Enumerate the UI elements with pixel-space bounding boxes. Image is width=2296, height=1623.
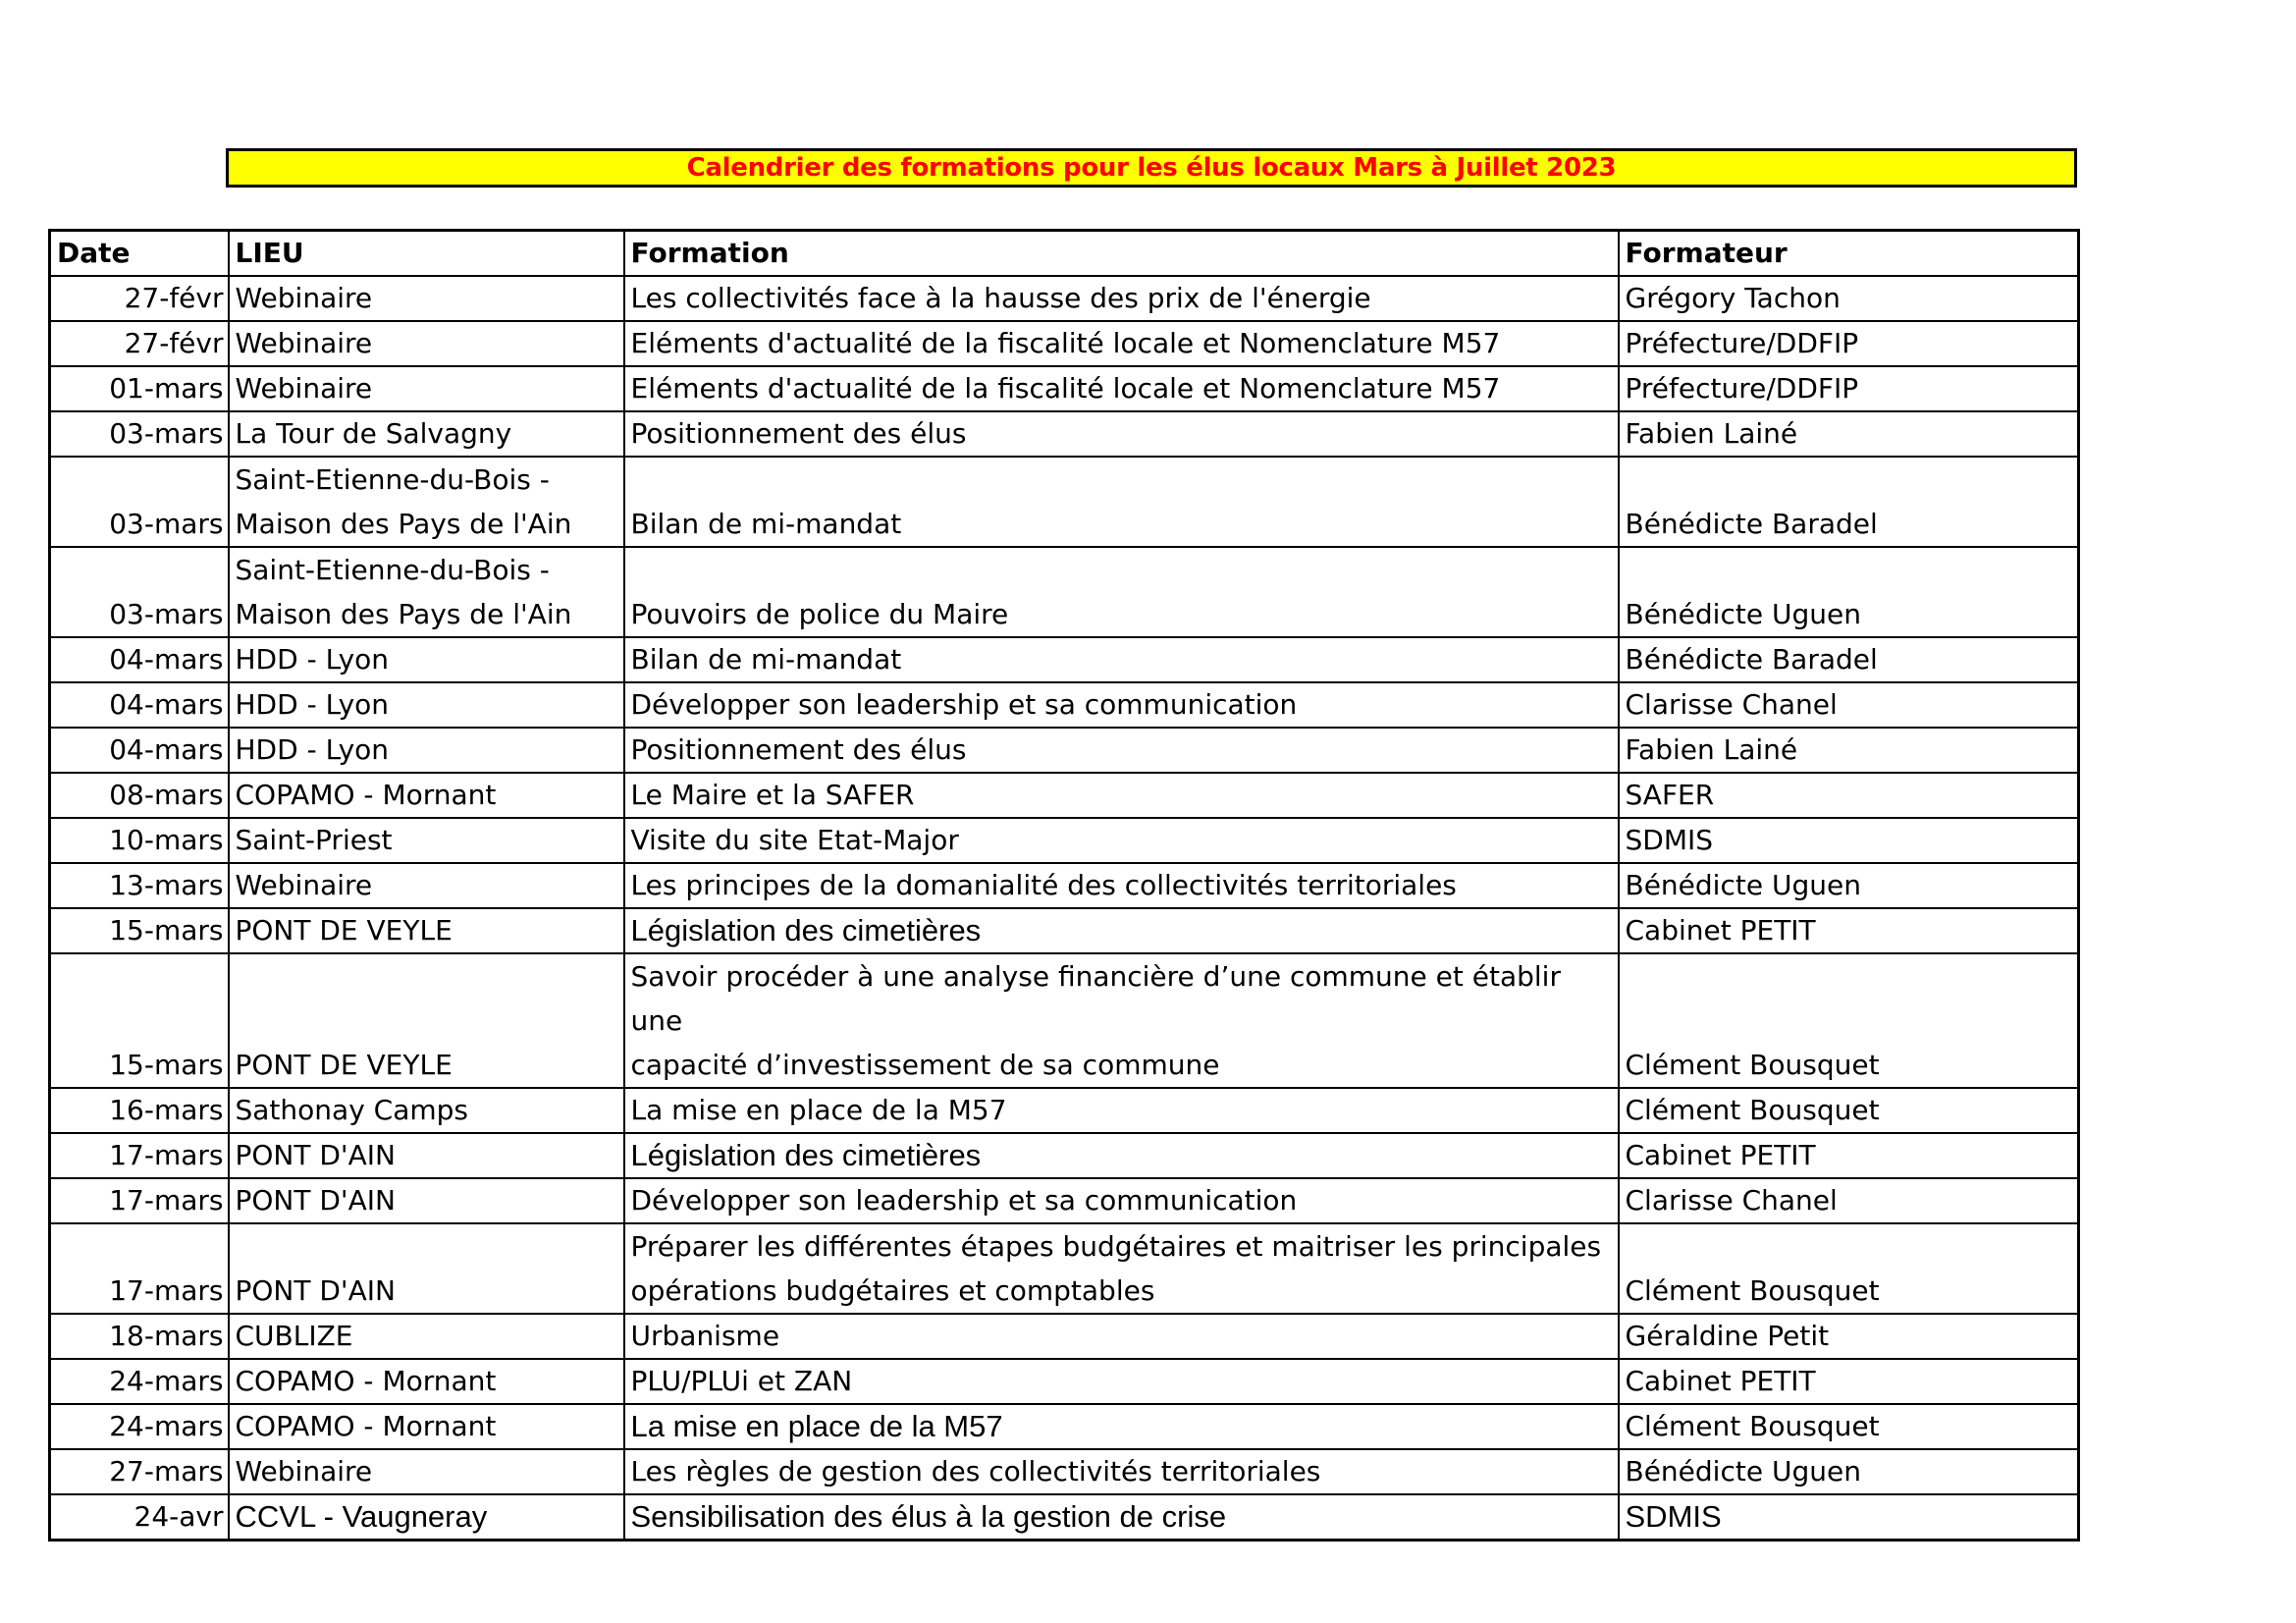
cell-date: 17-mars	[50, 1133, 229, 1178]
cell-formation: Le Maire et la SAFER	[624, 773, 1619, 818]
cell-formation: Bilan de mi-mandat	[624, 457, 1619, 547]
table-row	[50, 1223, 2079, 1314]
cell-formateur: Grégory Tachon	[1619, 276, 2079, 321]
cell-formation	[624, 953, 1619, 1088]
cell-formation: Pouvoirs de police du Maire	[624, 547, 1619, 637]
cell-formation	[624, 1223, 1619, 1314]
cell-date: 10-mars	[50, 818, 229, 863]
cell-lieu-line-1: Saint-Etienne-du-Bois -	[235, 554, 550, 586]
cell-lieu	[229, 457, 624, 547]
cell-lieu: HDD - Lyon	[229, 682, 624, 728]
table-row	[50, 411, 2079, 457]
cell-formateur: SDMIS	[1619, 1494, 2079, 1541]
table-row	[50, 1359, 2079, 1404]
cell-lieu-line-2: Maison des Pays de l'Ain	[235, 508, 572, 540]
cell-lieu: Webinaire	[229, 276, 624, 321]
cell-formateur: Clément Bousquet	[1619, 953, 2079, 1088]
cell-formateur: Clément Bousquet	[1619, 1088, 2079, 1133]
cell-lieu: HDD - Lyon	[229, 637, 624, 682]
cell-lieu: Sathonay Camps	[229, 1088, 624, 1133]
cell-date: 13-mars	[50, 863, 229, 908]
cell-lieu: CUBLIZE	[229, 1314, 624, 1359]
table-row	[50, 863, 2079, 908]
table-row	[50, 1314, 2079, 1359]
cell-lieu: HDD - Lyon	[229, 728, 624, 773]
cell-formateur: Clarisse Chanel	[1619, 682, 2079, 728]
cell-date: 27-févr	[50, 276, 229, 321]
header-formateur: Formateur	[1619, 231, 2079, 277]
cell-formateur: Fabien Lainé	[1619, 728, 2079, 773]
cell-date: 17-mars	[50, 1223, 229, 1314]
cell-lieu: Webinaire	[229, 863, 624, 908]
cell-date: 04-mars	[50, 682, 229, 728]
table-row	[50, 276, 2079, 321]
cell-formateur: Bénédicte Uguen	[1619, 1449, 2079, 1494]
cell-formateur: Cabinet PETIT	[1619, 1133, 2079, 1178]
cell-formation: La mise en place de la M57	[624, 1404, 1619, 1449]
cell-formateur: Clément Bousquet	[1619, 1404, 2079, 1449]
cell-formation: Visite du site Etat-Major	[624, 818, 1619, 863]
cell-formation: Eléments d'actualité de la fiscalité locale et Nomenclature M57	[624, 366, 1619, 411]
cell-date: 15-mars	[50, 953, 229, 1088]
table-row	[50, 637, 2079, 682]
cell-formation: Eléments d'actualité de la fiscalité locale et Nomenclature M57	[624, 321, 1619, 366]
table-row	[50, 457, 2079, 547]
cell-formation: Bilan de mi-mandat	[624, 637, 1619, 682]
header-date: Date	[50, 231, 229, 277]
cell-formateur: Bénédicte Baradel	[1619, 637, 2079, 682]
table-header-row	[50, 231, 2079, 277]
cell-date: 04-mars	[50, 728, 229, 773]
cell-formation-line-1: Préparer les différentes étapes budgétaires et maitriser les principales	[630, 1230, 1602, 1263]
cell-formation-line-2: capacité d’investissement de sa commune	[630, 1049, 1220, 1081]
cell-date: 27-mars	[50, 1449, 229, 1494]
table-row	[50, 818, 2079, 863]
cell-formation: Développer son leadership et sa communication	[624, 1178, 1619, 1223]
cell-lieu-line-1: Saint-Etienne-du-Bois -	[235, 463, 550, 496]
page-title: Calendrier des formations pour les élus locaux Mars à Juillet 2023	[686, 153, 1617, 183]
cell-formateur: Bénédicte Uguen	[1619, 547, 2079, 637]
cell-formateur: Préfecture/DDFIP	[1619, 366, 2079, 411]
table-row	[50, 908, 2079, 953]
cell-formateur: Cabinet PETIT	[1619, 1359, 2079, 1404]
table-row	[50, 1088, 2079, 1133]
header-formation: Formation	[624, 231, 1619, 277]
cell-lieu: La Tour de Salvagny	[229, 411, 624, 457]
cell-lieu: PONT DE VEYLE	[229, 908, 624, 953]
cell-formation: Législation des cimetières	[624, 908, 1619, 953]
cell-date: 24-mars	[50, 1359, 229, 1404]
cell-lieu: Webinaire	[229, 321, 624, 366]
cell-formation: La mise en place de la M57	[624, 1088, 1619, 1133]
table-row	[50, 1449, 2079, 1494]
cell-lieu: CCVL - Vaugneray	[229, 1494, 624, 1541]
cell-formateur: Bénédicte Uguen	[1619, 863, 2079, 908]
training-schedule-table	[48, 229, 2080, 1542]
table-row	[50, 682, 2079, 728]
cell-formateur: SAFER	[1619, 773, 2079, 818]
cell-formation-line-2: opérations budgétaires et comptables	[630, 1274, 1155, 1307]
cell-formation: Développer son leadership et sa communication	[624, 682, 1619, 728]
cell-formateur: Clarisse Chanel	[1619, 1178, 2079, 1223]
cell-date: 03-mars	[50, 547, 229, 637]
cell-date: 03-mars	[50, 457, 229, 547]
cell-formation-line-1: Savoir procéder à une analyse financière d’une commune et établir une	[630, 960, 1561, 1037]
cell-date: 15-mars	[50, 908, 229, 953]
table-row	[50, 1178, 2079, 1223]
cell-lieu: COPAMO - Mornant	[229, 1359, 624, 1404]
table-row	[50, 728, 2079, 773]
cell-lieu: Webinaire	[229, 1449, 624, 1494]
cell-date: 27-févr	[50, 321, 229, 366]
cell-lieu: PONT DE VEYLE	[229, 953, 624, 1088]
title-banner	[226, 148, 2077, 188]
cell-formation: Les collectivités face à la hausse des prix de l'énergie	[624, 276, 1619, 321]
table-row	[50, 1133, 2079, 1178]
cell-date: 04-mars	[50, 637, 229, 682]
cell-formation: Urbanisme	[624, 1314, 1619, 1359]
header-lieu: LIEU	[229, 231, 624, 277]
cell-date: 08-mars	[50, 773, 229, 818]
table-row	[50, 321, 2079, 366]
cell-formation: Les règles de gestion des collectivités territoriales	[624, 1449, 1619, 1494]
cell-formation: Législation des cimetières	[624, 1133, 1619, 1178]
table-row	[50, 1494, 2079, 1541]
cell-date: 24-mars	[50, 1404, 229, 1449]
cell-lieu: COPAMO - Mornant	[229, 773, 624, 818]
cell-formation: Positionnement des élus	[624, 728, 1619, 773]
cell-date: 01-mars	[50, 366, 229, 411]
cell-formation: PLU/PLUi et ZAN	[624, 1359, 1619, 1404]
cell-formateur: Clément Bousquet	[1619, 1223, 2079, 1314]
cell-lieu: PONT D'AIN	[229, 1178, 624, 1223]
table-row	[50, 773, 2079, 818]
cell-lieu: Saint-Priest	[229, 818, 624, 863]
cell-formateur: Cabinet PETIT	[1619, 908, 2079, 953]
table-row	[50, 953, 2079, 1088]
cell-date: 24-avr	[50, 1494, 229, 1541]
table-row	[50, 366, 2079, 411]
cell-formateur: Géraldine Petit	[1619, 1314, 2079, 1359]
cell-date: 03-mars	[50, 411, 229, 457]
cell-formateur: Préfecture/DDFIP	[1619, 321, 2079, 366]
cell-lieu-line-2: Maison des Pays de l'Ain	[235, 598, 572, 630]
cell-formation: Les principes de la domanialité des collectivités territoriales	[624, 863, 1619, 908]
cell-date: 16-mars	[50, 1088, 229, 1133]
table-row	[50, 547, 2079, 637]
cell-formateur: SDMIS	[1619, 818, 2079, 863]
cell-formateur: Fabien Lainé	[1619, 411, 2079, 457]
cell-lieu: PONT D'AIN	[229, 1223, 624, 1314]
cell-formation: Positionnement des élus	[624, 411, 1619, 457]
table-row	[50, 1404, 2079, 1449]
cell-lieu: COPAMO - Mornant	[229, 1404, 624, 1449]
cell-formateur: Bénédicte Baradel	[1619, 457, 2079, 547]
cell-formation: Sensibilisation des élus à la gestion de crise	[624, 1494, 1619, 1541]
cell-date: 17-mars	[50, 1178, 229, 1223]
cell-lieu: Webinaire	[229, 366, 624, 411]
cell-lieu	[229, 547, 624, 637]
cell-date: 18-mars	[50, 1314, 229, 1359]
cell-lieu: PONT D'AIN	[229, 1133, 624, 1178]
